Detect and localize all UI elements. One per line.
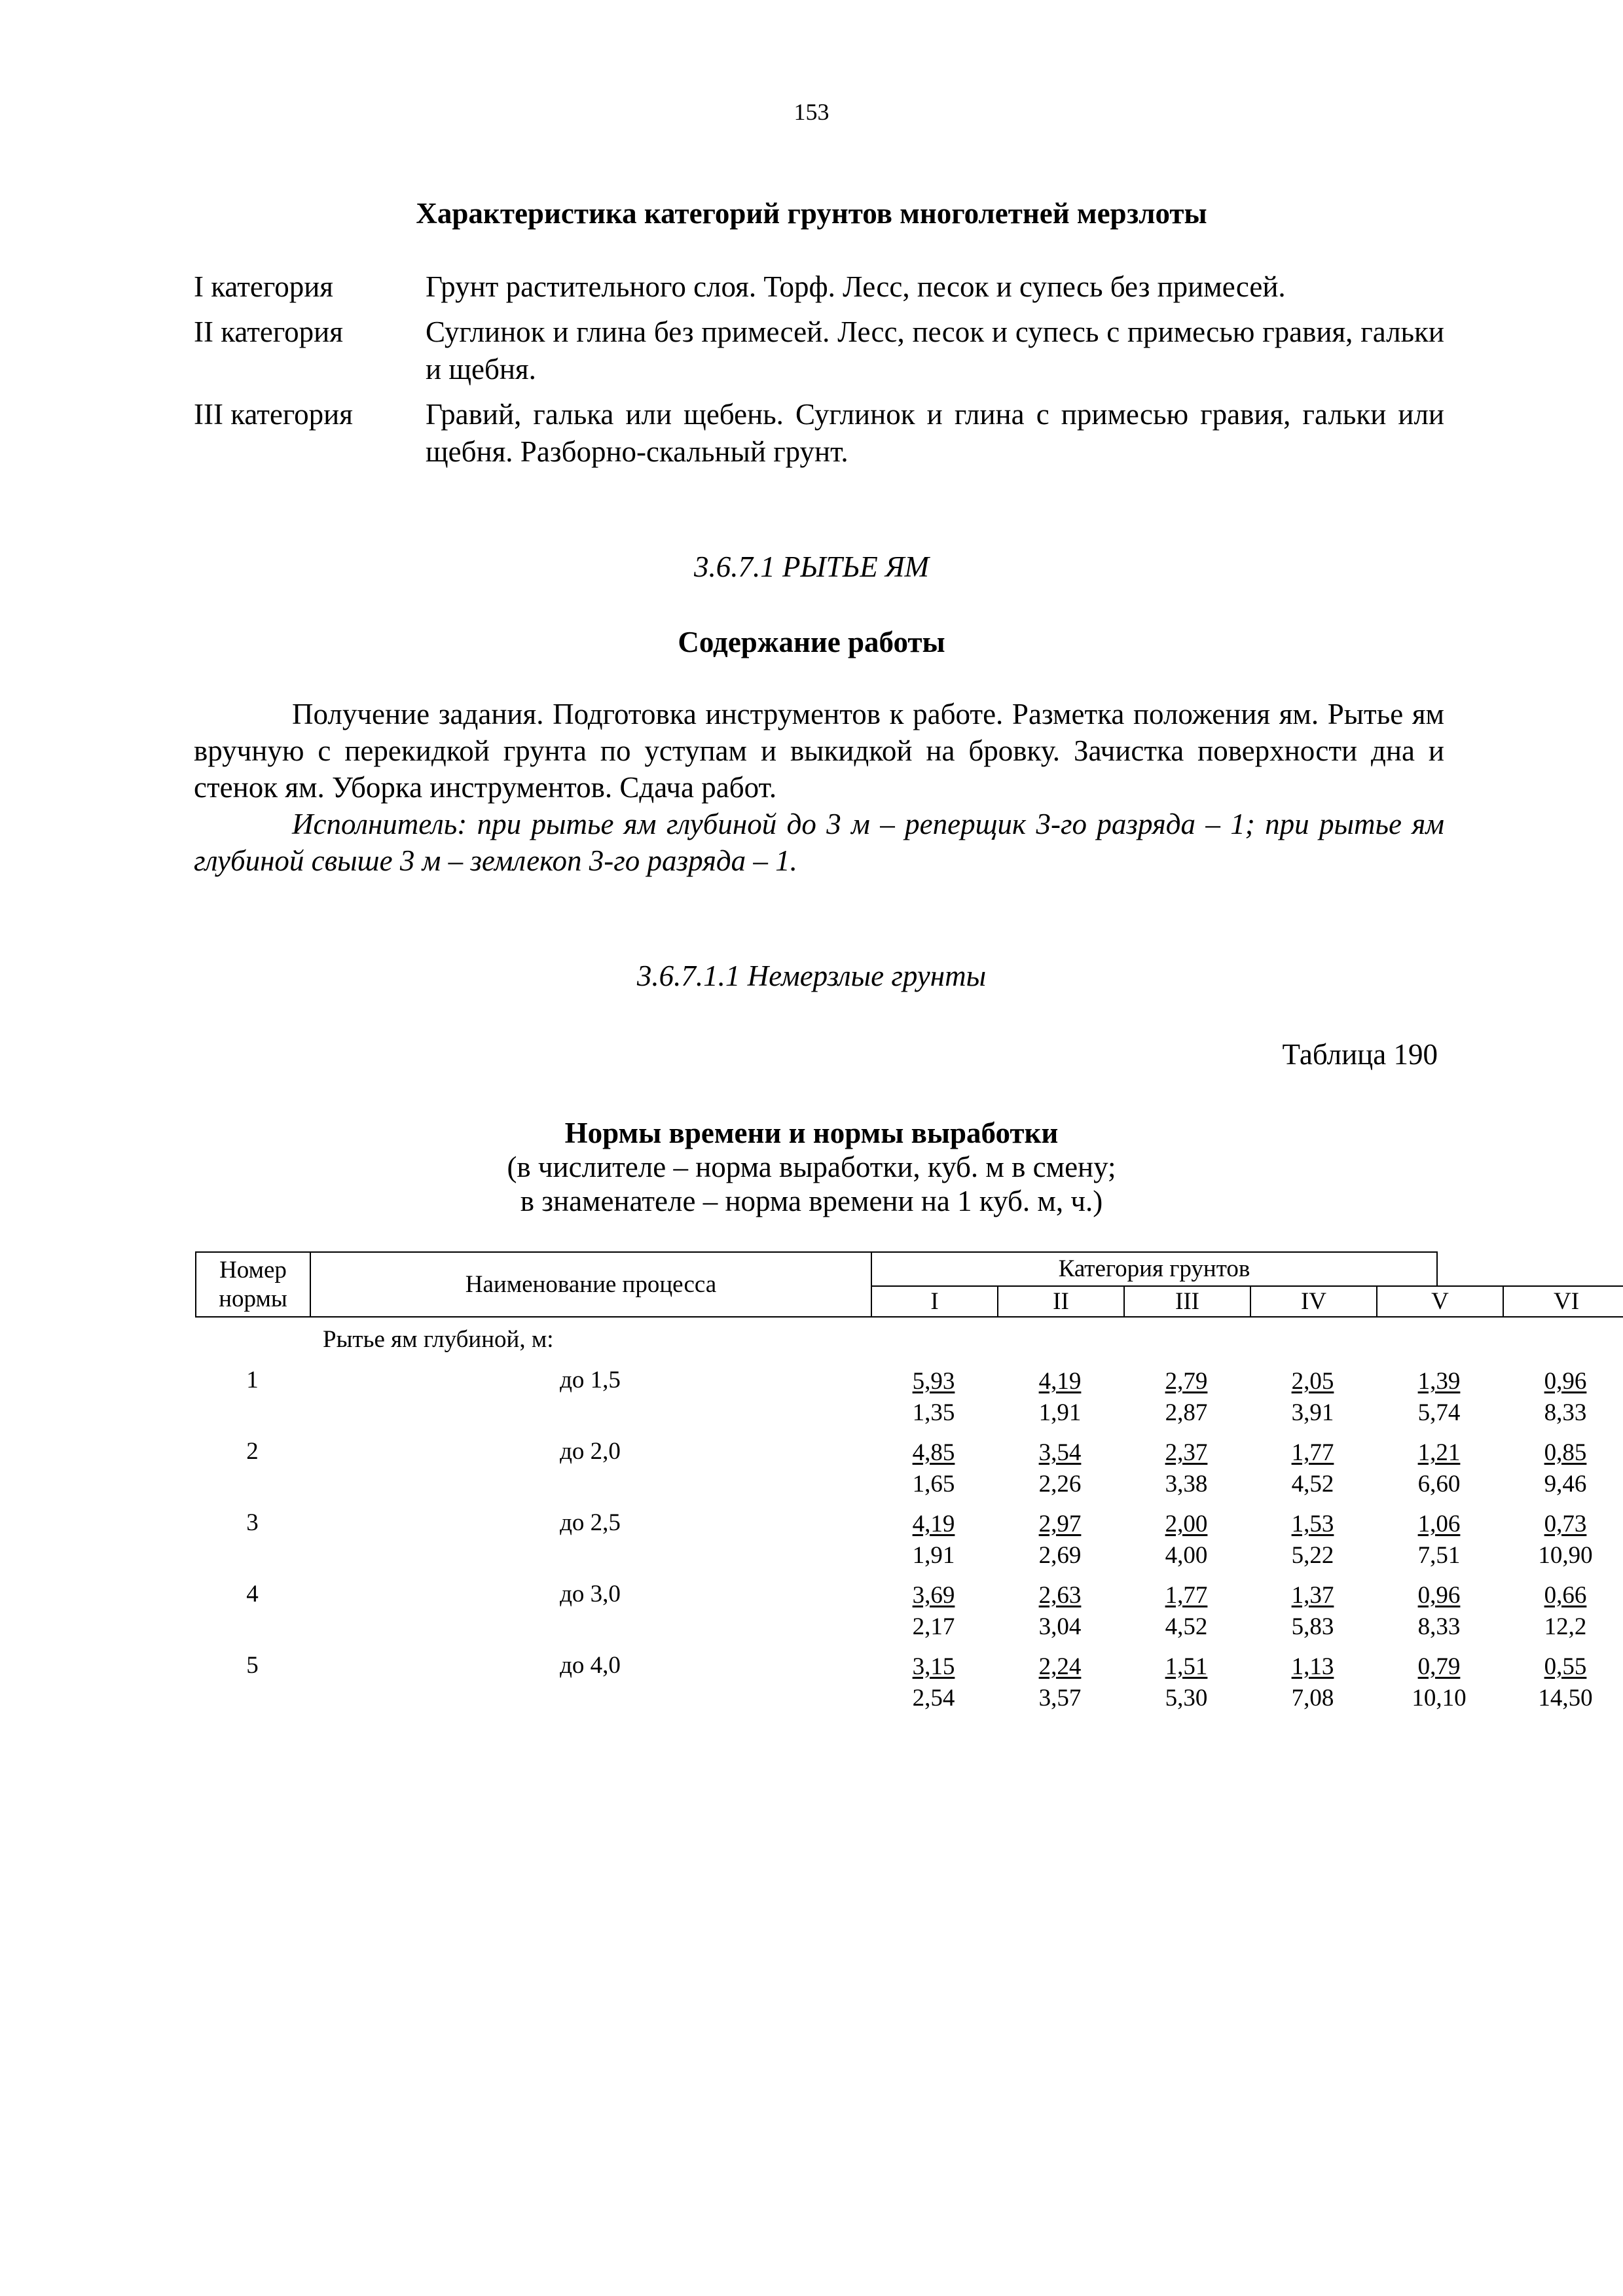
norm-value-cell bbox=[1503, 1651, 1623, 1714]
norm-value-cell bbox=[997, 1437, 1123, 1500]
output-norm-value: 1,06 bbox=[1417, 1511, 1461, 1537]
section-title: 3.6.7.1 РЫТЬЕ ЯМ bbox=[693, 550, 930, 583]
time-norm-value: 2,54 bbox=[912, 1685, 955, 1712]
header-process-name: Наименование процесса bbox=[310, 1251, 872, 1318]
norm-value-cell bbox=[1503, 1437, 1623, 1500]
time-norm-value: 3,38 bbox=[1165, 1471, 1208, 1498]
output-norm-value: 2,37 bbox=[1165, 1439, 1208, 1466]
norm-value-cell bbox=[1123, 1580, 1249, 1643]
output-norm-line bbox=[1123, 1509, 1249, 1540]
output-norm-value: 5,93 bbox=[912, 1368, 955, 1395]
output-norm-line bbox=[1503, 1580, 1623, 1611]
output-norm-value: 4,85 bbox=[912, 1439, 955, 1466]
time-norm-value: 5,30 bbox=[1165, 1685, 1208, 1712]
output-norm-value: 1,39 bbox=[1417, 1368, 1461, 1395]
time-norm-value: 7,08 bbox=[1291, 1685, 1334, 1712]
time-norm-value: 9,46 bbox=[1544, 1471, 1587, 1498]
time-norm-value: 3,91 bbox=[1291, 1399, 1334, 1426]
output-norm-line bbox=[1376, 1366, 1502, 1397]
norm-value-cell bbox=[871, 1437, 996, 1500]
subsection-title: 3.6.7.1.1 Немерзлые грунты bbox=[636, 960, 987, 992]
norm-value-cell bbox=[997, 1509, 1123, 1571]
table-title: Нормы времени и нормы выработки bbox=[564, 1117, 1059, 1149]
norm-value-cell bbox=[1376, 1366, 1502, 1429]
output-norm-line bbox=[1376, 1509, 1502, 1540]
output-norm-value: 3,69 bbox=[912, 1582, 955, 1609]
output-norm-line bbox=[1123, 1437, 1249, 1469]
output-norm-line bbox=[997, 1509, 1123, 1540]
time-norm-value: 2,17 bbox=[912, 1613, 955, 1640]
process-cell: до 3,0 bbox=[560, 1581, 621, 1607]
process-cell: до 1,5 bbox=[560, 1367, 621, 1393]
norm-number-cell: 2 bbox=[246, 1438, 259, 1465]
process-cell: до 4,0 bbox=[560, 1652, 621, 1679]
output-norm-value: 4,19 bbox=[912, 1511, 955, 1537]
table-row bbox=[195, 1580, 1587, 1645]
output-norm-line bbox=[1250, 1651, 1376, 1683]
norm-value-cell bbox=[1503, 1580, 1623, 1643]
norm-value-cell bbox=[1250, 1437, 1376, 1500]
norm-value-cell bbox=[1376, 1437, 1502, 1500]
table-row bbox=[195, 1509, 1593, 1574]
norm-number-cell: 4 bbox=[246, 1581, 259, 1607]
output-norm-line bbox=[1123, 1651, 1249, 1683]
output-norm-line bbox=[871, 1651, 996, 1683]
time-norm-value: 2,26 bbox=[1038, 1471, 1082, 1498]
header-category-i: I bbox=[871, 1285, 998, 1318]
output-norm-line bbox=[1123, 1580, 1249, 1611]
norm-value-cell bbox=[1503, 1366, 1623, 1429]
category-item bbox=[194, 268, 1444, 306]
page-number: 153 bbox=[793, 99, 830, 125]
output-norm-value: 2,79 bbox=[1165, 1368, 1208, 1395]
output-norm-value: 0,96 bbox=[1417, 1582, 1461, 1609]
table-row bbox=[195, 1366, 1587, 1431]
time-norm-value: 1,65 bbox=[912, 1471, 955, 1498]
output-norm-line bbox=[1503, 1366, 1623, 1397]
norm-value-cell bbox=[1376, 1651, 1502, 1714]
output-norm-line bbox=[1376, 1651, 1502, 1683]
output-norm-value: 1,21 bbox=[1417, 1439, 1461, 1466]
process-cell: до 2,0 bbox=[560, 1438, 621, 1465]
output-norm-value: 0,66 bbox=[1544, 1582, 1587, 1609]
output-norm-value: 2,24 bbox=[1038, 1653, 1082, 1680]
table-note-line: (в числителе – норма выработки, куб. м в смену; bbox=[507, 1151, 1116, 1183]
norm-value-cell bbox=[1250, 1509, 1376, 1571]
output-norm-value: 2,05 bbox=[1291, 1368, 1334, 1395]
output-norm-line bbox=[997, 1366, 1123, 1397]
output-norm-line bbox=[1503, 1651, 1623, 1683]
time-norm-value: 1,35 bbox=[912, 1399, 955, 1426]
table-header bbox=[195, 1251, 1580, 1318]
time-norm-value: 8,33 bbox=[1417, 1613, 1461, 1640]
executor-text: Исполнитель: при рытье ям глубиной до 3 м – реперщик 3-го разряда – 1; при рытье ям глубиной свыше 3 м – землекоп 3-го разряда – 1. bbox=[194, 808, 1444, 877]
norm-value-cell bbox=[997, 1580, 1123, 1643]
output-norm-value: 0,85 bbox=[1544, 1439, 1587, 1466]
output-norm-line bbox=[997, 1437, 1123, 1469]
output-norm-line bbox=[1503, 1437, 1623, 1469]
norm-value-cell bbox=[997, 1366, 1123, 1429]
norm-value-cell bbox=[997, 1651, 1123, 1714]
time-norm-value: 2,87 bbox=[1165, 1399, 1208, 1426]
norm-value-cell bbox=[1250, 1651, 1376, 1714]
output-norm-value: 0,73 bbox=[1544, 1511, 1587, 1537]
norm-value-cell bbox=[871, 1509, 996, 1571]
output-norm-line bbox=[1250, 1509, 1376, 1540]
norm-value-cell bbox=[1250, 1580, 1376, 1643]
category-label: II категория bbox=[194, 315, 343, 348]
norm-value-cell bbox=[871, 1580, 996, 1643]
output-norm-line bbox=[1123, 1366, 1249, 1397]
norm-value-cell bbox=[1503, 1509, 1623, 1571]
header-category-iii: III bbox=[1123, 1285, 1251, 1318]
header-soil-category: Категория грунтов bbox=[871, 1251, 1438, 1287]
norm-value-cell bbox=[871, 1366, 996, 1429]
output-norm-value: 4,19 bbox=[1038, 1368, 1082, 1395]
time-norm-value: 10,10 bbox=[1412, 1685, 1467, 1712]
header-norm-number-line1: Номер bbox=[219, 1256, 287, 1283]
norm-number-cell: 1 bbox=[246, 1367, 259, 1393]
time-norm-value: 12,2 bbox=[1544, 1613, 1587, 1640]
output-norm-value: 1,37 bbox=[1291, 1582, 1334, 1609]
output-norm-value: 2,00 bbox=[1165, 1511, 1208, 1537]
category-item bbox=[194, 314, 1444, 388]
time-norm-value: 1,91 bbox=[912, 1542, 955, 1569]
table-row bbox=[195, 1651, 1593, 1717]
norm-value-cell bbox=[1123, 1651, 1249, 1714]
output-norm-line bbox=[997, 1651, 1123, 1683]
output-norm-value: 2,97 bbox=[1038, 1511, 1082, 1537]
output-norm-line bbox=[871, 1437, 996, 1469]
output-norm-line bbox=[1376, 1437, 1502, 1469]
header-norm-number-line2: нормы bbox=[219, 1285, 287, 1312]
output-norm-value: 1,13 bbox=[1291, 1653, 1334, 1680]
categories-heading: Характеристика категорий грунтов многолетней мерзлоты bbox=[416, 197, 1207, 230]
work-heading: Содержание работы bbox=[678, 626, 945, 658]
time-norm-value: 8,33 bbox=[1544, 1399, 1587, 1426]
header-category-vi: VI bbox=[1503, 1285, 1623, 1318]
norm-value-cell bbox=[871, 1651, 996, 1714]
norm-value-cell bbox=[1250, 1366, 1376, 1429]
time-norm-value: 3,57 bbox=[1038, 1685, 1082, 1712]
time-norm-value: 5,83 bbox=[1291, 1613, 1334, 1640]
norm-value-cell bbox=[1123, 1509, 1249, 1571]
header-norm-number bbox=[195, 1251, 311, 1318]
output-norm-value: 1,77 bbox=[1165, 1582, 1208, 1609]
output-norm-value: 3,15 bbox=[912, 1653, 955, 1680]
output-norm-value: 1,51 bbox=[1165, 1653, 1208, 1680]
category-item bbox=[194, 396, 1444, 471]
table-row bbox=[195, 1437, 1587, 1503]
process-cell: до 2,5 bbox=[560, 1509, 621, 1536]
table-note-line: в знаменателе – норма времени на 1 куб. м, ч.) bbox=[520, 1185, 1103, 1217]
output-norm-value: 0,96 bbox=[1544, 1368, 1587, 1395]
time-norm-value: 5,74 bbox=[1417, 1399, 1461, 1426]
category-label: I категория bbox=[194, 270, 333, 303]
table-caption bbox=[0, 1116, 1623, 1218]
output-norm-value: 0,79 bbox=[1417, 1653, 1461, 1680]
time-norm-value: 6,60 bbox=[1417, 1471, 1461, 1498]
time-norm-value: 4,00 bbox=[1165, 1542, 1208, 1569]
norm-number-cell: 5 bbox=[246, 1652, 259, 1679]
norm-number-cell: 3 bbox=[246, 1509, 259, 1536]
header-category-ii: II bbox=[997, 1285, 1125, 1318]
output-norm-value: 0,55 bbox=[1544, 1653, 1587, 1680]
category-description: Гравий, галька или щебень. Суглинок и глина с примесью гравия, гальки или щебня. Разборно-скальный грунт. bbox=[426, 398, 1444, 468]
time-norm-value: 7,51 bbox=[1417, 1542, 1461, 1569]
output-norm-value: 3,54 bbox=[1038, 1439, 1082, 1466]
output-norm-line bbox=[871, 1509, 996, 1540]
output-norm-line bbox=[1250, 1366, 1376, 1397]
table-number: Таблица 190 bbox=[1282, 1038, 1438, 1071]
output-norm-value: 1,77 bbox=[1291, 1439, 1334, 1466]
time-norm-value: 5,22 bbox=[1291, 1542, 1334, 1569]
norm-value-cell bbox=[1376, 1580, 1502, 1643]
category-description: Грунт растительного слоя. Торф. Лесс, песок и супесь без примесей. bbox=[426, 270, 1286, 303]
output-norm-line bbox=[871, 1580, 996, 1611]
table-subheading: Рытье ям глубиной, м: bbox=[323, 1326, 554, 1353]
time-norm-value: 14,50 bbox=[1538, 1685, 1593, 1712]
output-norm-line bbox=[1250, 1580, 1376, 1611]
work-description bbox=[194, 696, 1444, 879]
header-category-iv: IV bbox=[1250, 1285, 1377, 1318]
time-norm-value: 1,91 bbox=[1038, 1399, 1082, 1426]
output-norm-line bbox=[997, 1580, 1123, 1611]
work-text: Получение задания. Подготовка инструментов к работе. Разметка положения ям. Рытье ям вручную с перекидкой грунта по уступам и выкидкой на бровку. Зачистка поверхности дна и стенок ям. Уборка инструментов. Сдача работ. bbox=[194, 698, 1444, 804]
output-norm-line bbox=[871, 1366, 996, 1397]
output-norm-line bbox=[1503, 1509, 1623, 1540]
time-norm-value: 3,04 bbox=[1038, 1613, 1082, 1640]
time-norm-value: 2,69 bbox=[1038, 1542, 1082, 1569]
header-category-v: V bbox=[1376, 1285, 1504, 1318]
category-description: Суглинок и глина без примесей. Лесс, песок и супесь с примесью гравия, гальки и щебня. bbox=[426, 315, 1444, 386]
category-label: III категория bbox=[194, 398, 353, 431]
norm-value-cell bbox=[1376, 1509, 1502, 1571]
time-norm-value: 4,52 bbox=[1165, 1613, 1208, 1640]
norm-value-cell bbox=[1123, 1437, 1249, 1500]
categories-list bbox=[194, 268, 1444, 478]
time-norm-value: 4,52 bbox=[1291, 1471, 1334, 1498]
output-norm-value: 2,63 bbox=[1038, 1582, 1082, 1609]
output-norm-line bbox=[1250, 1437, 1376, 1469]
norm-value-cell bbox=[1123, 1366, 1249, 1429]
output-norm-line bbox=[1376, 1580, 1502, 1611]
time-norm-value: 10,90 bbox=[1538, 1542, 1593, 1569]
output-norm-value: 1,53 bbox=[1291, 1511, 1334, 1537]
